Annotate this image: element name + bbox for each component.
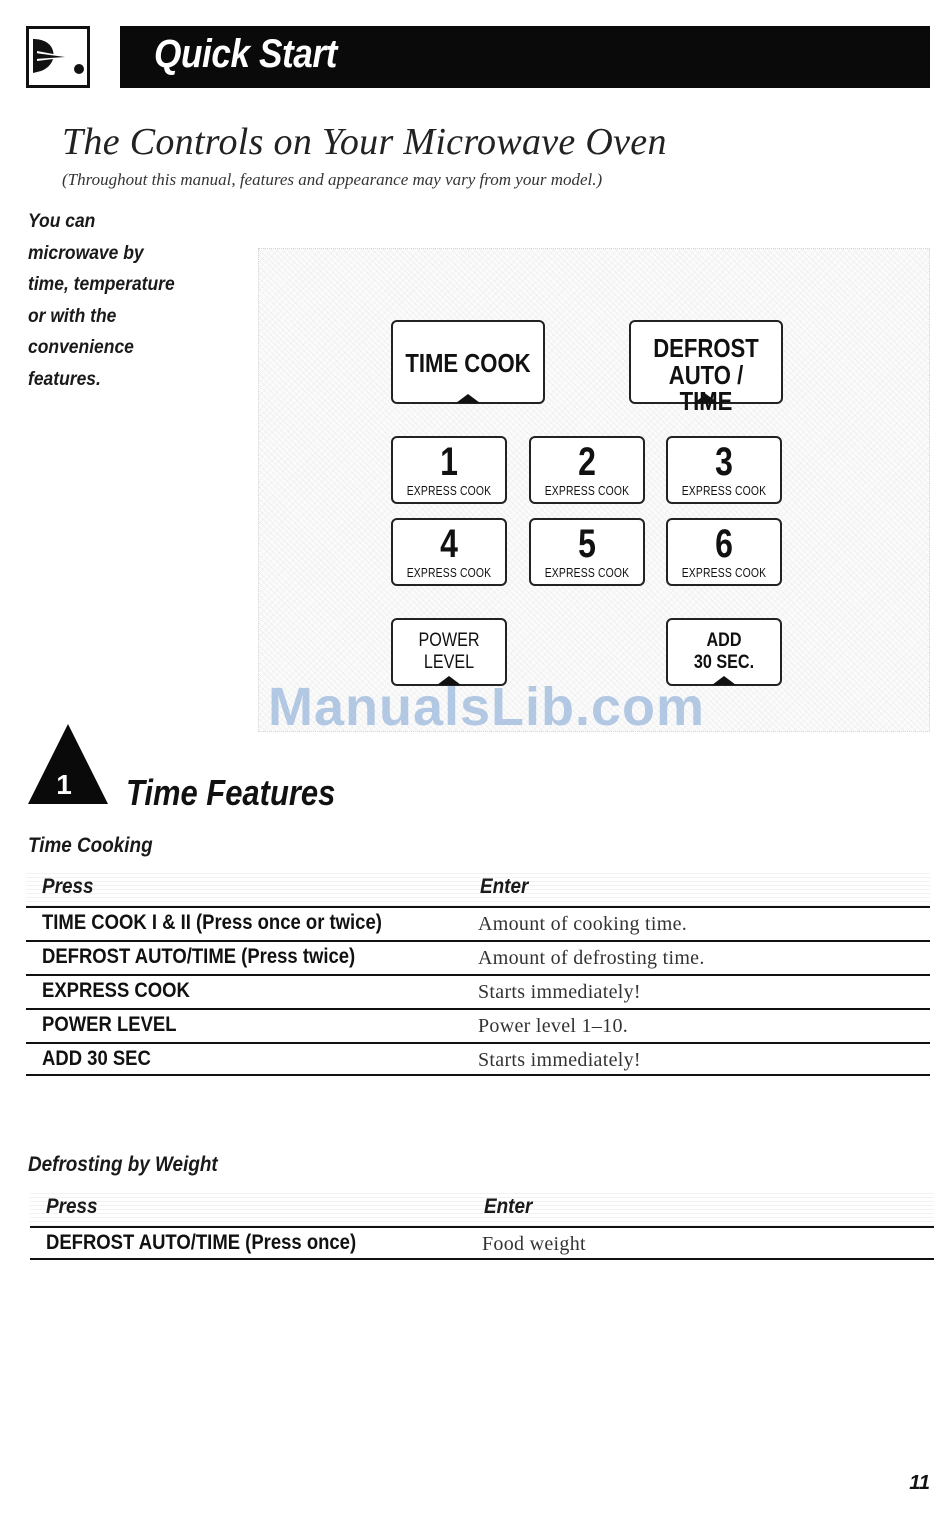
- press-cell: DEFROST AUTO/TIME (Press twice): [42, 945, 356, 968]
- intro-line: time, temperature: [28, 274, 175, 295]
- key-sublabel: EXPRESS COOK: [544, 483, 630, 498]
- table-row: [26, 906, 930, 940]
- number-key-6: [666, 518, 782, 586]
- intro-text: [28, 206, 212, 395]
- key-number: 2: [578, 440, 596, 484]
- triangle-icon: [712, 676, 736, 685]
- enter-cell: Power level 1–10.: [478, 1015, 629, 1037]
- defrost-label-line1: DEFROST: [653, 333, 759, 363]
- press-cell: TIME COOK I & II (Press once or twice): [42, 911, 382, 934]
- intro-line: convenience: [28, 337, 134, 358]
- enter-cell: Food weight: [482, 1233, 586, 1255]
- number-key-5: [529, 518, 645, 586]
- triangle-icon: [694, 394, 718, 403]
- defrost-weight-table: [30, 1192, 934, 1260]
- defrost-label-line2: AUTO / TIME: [668, 360, 744, 416]
- number-key-1: [391, 436, 507, 504]
- enter-cell: Amount of defrosting time.: [478, 947, 705, 969]
- defrost-weight-heading: Defrosting by Weight: [28, 1153, 218, 1176]
- intro-line: features.: [28, 368, 101, 390]
- pointing-hand-icon: [29, 29, 87, 85]
- key-sublabel: EXPRESS COOK: [406, 483, 492, 498]
- intro-line: or with the: [28, 305, 117, 327]
- time-cooking-heading: Time Cooking: [28, 834, 153, 857]
- key-sublabel: EXPRESS COOK: [406, 565, 492, 580]
- column-header-enter: Enter: [484, 1195, 533, 1218]
- enter-cell: Starts immediately!: [478, 981, 641, 1003]
- table-row: [26, 1008, 930, 1042]
- intro-line: You can: [28, 211, 96, 232]
- triangle-icon: [456, 394, 480, 403]
- key-sublabel: EXPRESS COOK: [681, 483, 767, 498]
- key-sublabel: EXPRESS COOK: [681, 565, 767, 580]
- table-row: [26, 1042, 930, 1076]
- watermark: ManualsLib.com: [268, 677, 706, 737]
- header-logo: [26, 26, 90, 88]
- time-cook-key: [391, 320, 545, 404]
- control-panel-illustration: [258, 248, 930, 732]
- page-title: The Controls on Your Microwave Oven: [62, 121, 667, 163]
- key-number: 1: [440, 440, 458, 484]
- number-key-2: [529, 436, 645, 504]
- table-row: [26, 940, 930, 974]
- enter-cell: Starts immediately!: [478, 1049, 641, 1071]
- column-header-enter: Enter: [480, 875, 529, 898]
- add-30-sec-label-line1: ADD: [706, 630, 742, 651]
- section-badge-number: 1: [56, 769, 72, 800]
- key-number: 5: [578, 522, 596, 566]
- enter-cell: Amount of cooking time.: [478, 913, 688, 935]
- number-key-4: [391, 518, 507, 586]
- page-subtitle: (Throughout this manual, features and appearance may vary from your model.): [62, 170, 603, 189]
- table-header: [26, 872, 930, 906]
- page-number: 11: [909, 1472, 930, 1494]
- intro-line: microwave by: [28, 242, 144, 264]
- section-title: Time Features: [126, 772, 336, 813]
- key-number: 4: [440, 522, 458, 566]
- power-level-label-line1: POWER: [418, 630, 480, 651]
- header-title: Quick Start: [154, 32, 337, 76]
- press-cell: ADD 30 SEC: [42, 1047, 151, 1070]
- add-30-sec-label-line2: 30 SEC.: [693, 652, 755, 673]
- column-header-press: Press: [46, 1195, 98, 1218]
- power-level-label-line2: LEVEL: [423, 652, 475, 673]
- press-cell: DEFROST AUTO/TIME (Press once): [46, 1231, 357, 1254]
- time-cooking-table: [26, 872, 930, 1076]
- table-row: [30, 1226, 934, 1260]
- number-key-3: [666, 436, 782, 504]
- header-bar: [120, 26, 930, 88]
- column-header-press: Press: [42, 875, 94, 898]
- key-number: 3: [715, 440, 733, 484]
- warning-triangle-icon: [26, 722, 110, 806]
- table-row: [26, 974, 930, 1008]
- key-number: 6: [715, 522, 733, 566]
- press-cell: POWER LEVEL: [42, 1013, 177, 1036]
- table-header: [30, 1192, 934, 1226]
- time-cook-label: TIME COOK: [405, 348, 531, 378]
- press-cell: EXPRESS COOK: [42, 979, 190, 1002]
- key-sublabel: EXPRESS COOK: [544, 565, 630, 580]
- defrost-key: [629, 320, 783, 416]
